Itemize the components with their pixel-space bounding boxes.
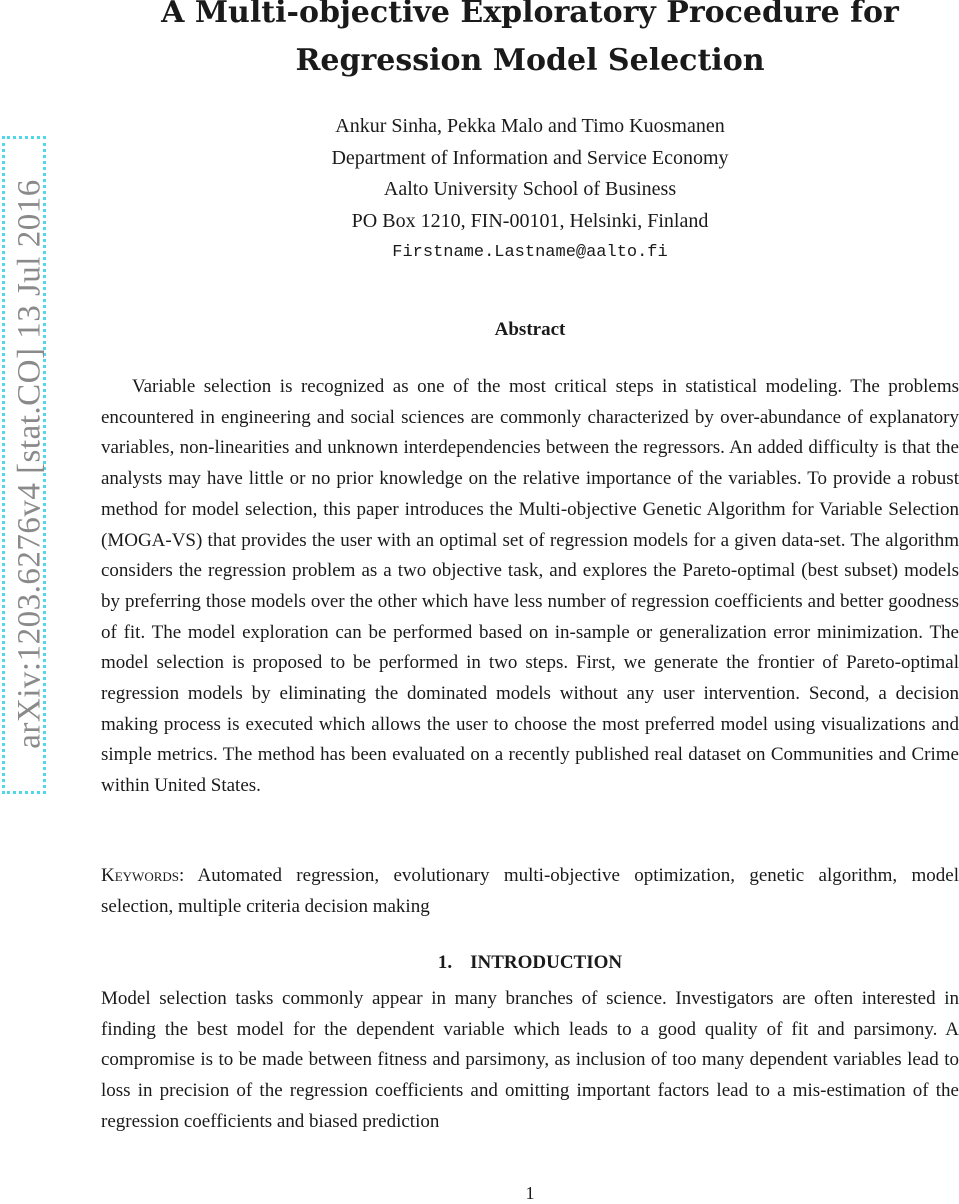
section-heading xyxy=(100,952,959,974)
abstract-heading: Abstract xyxy=(494,319,566,340)
paper-title-line-2: Regression Model Selection xyxy=(295,43,765,78)
keywords-label: Keywords xyxy=(101,865,179,886)
author-email: Firstname.Lastname@aalto.fi xyxy=(392,243,668,262)
author-block xyxy=(100,114,959,274)
keywords-text: : Automated regression, evolutionary multi-objective optimization, genetic algorithm, model selection, multiple criteria decision making xyxy=(101,865,959,917)
section-number: 1. xyxy=(437,952,453,973)
abstract-text: Variable selection is recognized as one of the most critical steps in statistical modeling. The problems encountered in engineering and social sciences are commonly characterized by over-abundance of explanatory variables, non-linearities and unknown interdependencies between the regressors. An added difficulty is that the analysts may have little or no prior knowledge on the relative importance of the variables. To provide a robust method for model selection, this paper introduces the Multi-objective Genetic Algorithm for Variable Selection (MOGA-VS) that provides the user with an optimal set of regression models for a given data-set. The algorithm considers the regression problem as a two objective task, and explores the Pareto-optimal (best subset) models by preferring those models over the other which have less number of regression coefficients and better goodness of fit. The model exploration can be performed based on in-sample or generalization error minimization. The model selection is proposed to be performed in two steps. First, we generate the frontier of Pareto-optimal regression models by eliminating the dominated models without any user intervention. Second, a decision making process is executed which allows the user to choose the most preferred model using visualizations and simple metrics. The method has been evaluated on a recently published real dataset on Communities and Crime within United States. xyxy=(101,376,959,797)
author-department: Department of Information and Service Economy xyxy=(331,147,729,169)
keywords xyxy=(101,861,959,922)
section-title: INTRODUCTION xyxy=(470,952,623,973)
paper-title-line-1: A Multi-objective Exploratory Procedure for xyxy=(161,0,899,30)
page-number: 1 xyxy=(525,1183,535,1203)
author-address: PO Box 1210, FIN-00101, Helsinki, Finland xyxy=(351,210,709,232)
author-names: Ankur Sinha, Pekka Malo and Timo Kuosmanen xyxy=(335,115,725,137)
author-university: Aalto University School of Business xyxy=(383,178,677,200)
arxiv-stamp: arXiv:1203.6276v4 [stat.CO] 13 Jul 2016 xyxy=(11,179,48,749)
introduction-text: Model selection tasks commonly appear in many branches of science. Investigators are often interested in finding the best model for the dependent variable which leads to a good quality of fit and parsimony. A compromise is to be made between fitness and parsimony, as inclusion of too many dependent variables lead to loss in precision of the regression coefficients and omitting important factors lead to a mis-estimation of the regression coefficients and biased prediction xyxy=(101,988,959,1132)
